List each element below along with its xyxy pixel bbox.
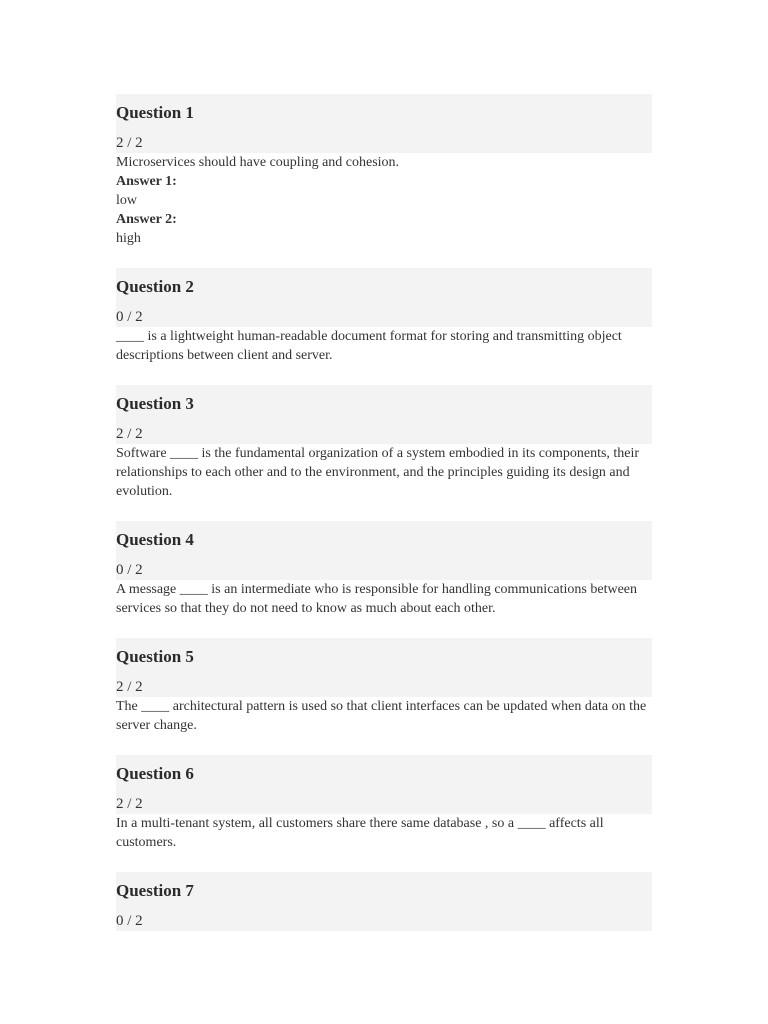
question-1 xyxy=(116,94,652,248)
question-header xyxy=(116,872,652,931)
question-2 xyxy=(116,268,652,365)
question-header xyxy=(116,755,652,814)
question-header xyxy=(116,521,652,580)
question-body xyxy=(116,697,652,735)
question-score: 0 / 2 xyxy=(116,913,143,929)
question-header xyxy=(116,638,652,697)
question-title: Question 4 xyxy=(116,530,194,549)
question-text: A message ____ is an intermediate who is responsible for handling communications between services so that they do not need to know as much about each other. xyxy=(116,582,637,616)
question-text: The ____ architectural pattern is used so that client interfaces can be updated when data on the server change. xyxy=(116,699,647,733)
question-title: Question 5 xyxy=(116,647,194,666)
question-text: In a multi-tenant system, all customers share there same database , so a ____ affects all customers. xyxy=(116,816,604,850)
question-3 xyxy=(116,385,652,501)
answer-label: Answer 1: xyxy=(116,174,177,189)
answer-value: low xyxy=(116,193,137,208)
question-score: 0 / 2 xyxy=(116,309,143,325)
question-body xyxy=(116,580,652,618)
question-title: Question 1 xyxy=(116,103,194,122)
question-score: 2 / 2 xyxy=(116,679,143,695)
answer-label: Answer 2: xyxy=(116,212,177,227)
question-body xyxy=(116,814,652,852)
question-text: Microservices should have coupling and cohesion. xyxy=(116,155,400,170)
question-text: ____ is a lightweight human-readable document format for storing and transmitting object descriptions between client and server. xyxy=(116,329,622,363)
question-title: Question 3 xyxy=(116,394,194,413)
question-score: 2 / 2 xyxy=(116,796,143,812)
question-4 xyxy=(116,521,652,618)
question-title: Question 2 xyxy=(116,277,194,296)
question-header xyxy=(116,94,652,153)
question-6 xyxy=(116,755,652,852)
quiz-review xyxy=(116,94,652,951)
question-body xyxy=(116,327,652,365)
question-text: Software ____ is the fundamental organization of a system embodied in its components, their relationships to each other and to the environment, and the principles guiding its design and evolution. xyxy=(116,446,640,499)
question-header xyxy=(116,385,652,444)
question-body xyxy=(116,153,652,248)
answer-value: high xyxy=(116,231,141,246)
question-title: Question 7 xyxy=(116,881,194,900)
question-score: 2 / 2 xyxy=(116,135,143,151)
question-7 xyxy=(116,872,652,931)
question-body xyxy=(116,444,652,501)
question-score: 2 / 2 xyxy=(116,426,143,442)
question-5 xyxy=(116,638,652,735)
question-header xyxy=(116,268,652,327)
question-score: 0 / 2 xyxy=(116,562,143,578)
question-title: Question 6 xyxy=(116,764,194,783)
